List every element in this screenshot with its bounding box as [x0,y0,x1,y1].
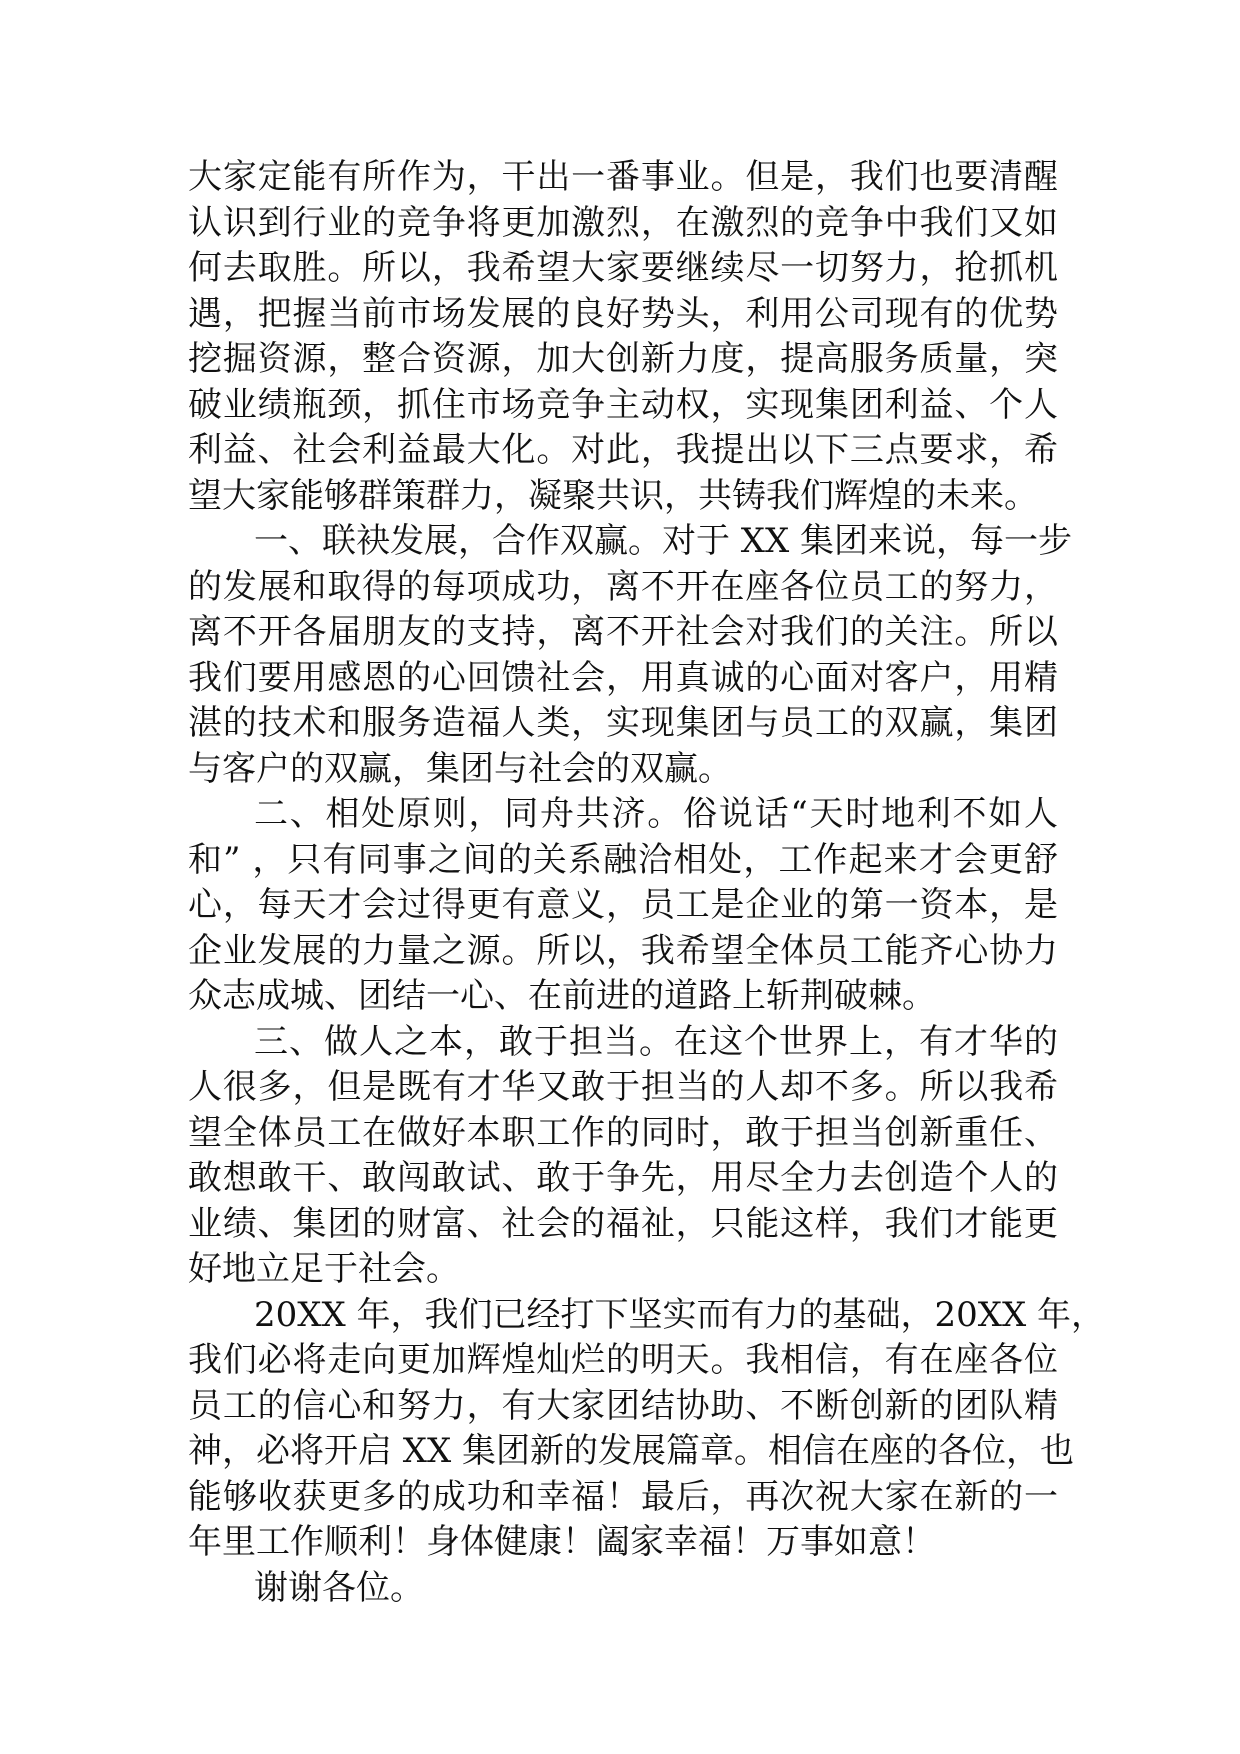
text-line: 认识到行业的竞争将更加激烈，在激烈的竞争中我们又如 [188,202,1058,243]
document-body [188,155,1105,1611]
text-line: 众志成城、团结一心、在前进的道路上斩荆破棘。 [188,976,936,1016]
text-line: 和” ，只有同事之间的关系融洽相处，工作起来才会更舒 [188,839,1058,880]
text-line: 我们要用感恩的心回馈社会，用真诚的心面对客户，用精 [188,657,1058,698]
text-line: 望全体员工在做好本职工作的同时，敢于担当创新重任、 [188,1112,1058,1153]
text-line: 业绩、集团的财富、社会的福祉，只能这样，我们才能更 [188,1203,1058,1244]
text-line: 好地立足于社会。 [188,1249,460,1289]
text-line: 神，必将开启 XX 集团新的发展篇章。相信在座的各位，也 [188,1431,1075,1471]
text-line: 企业发展的力量之源。所以，我希望全体员工能齐心协力 [188,930,1058,971]
text-line: 三、做人之本，敢于担当。在这个世界上，有才华的 [254,1021,1058,1062]
text-line: 年里工作顺利！身体健康！阖家幸福！万事如意！ [188,1522,936,1562]
text-line: 破业绩瓶颈，抓住市场竞争主动权，实现集团利益、个人 [188,384,1058,425]
text-line: 敢想敢干、敢闯敢试、敢于争先，用尽全力去创造个人的 [188,1158,1058,1198]
text-line: 遇，把握当前市场发展的良好势头，利用公司现有的优势 [188,293,1058,334]
text-line: 能够收获更多的成功和幸福！最后，再次祝大家在新的一 [188,1476,1058,1517]
text-line: 离不开各届朋友的支持，离不开社会对我们的关注。所以 [188,612,1058,652]
text-line: 与客户的双赢，集团与社会的双赢。 [188,748,732,789]
text-line: 的发展和取得的每项成功，离不开在座各位员工的努力， [188,566,1058,607]
text-line: 挖掘资源，整合资源，加大创新力度，提高服务质量，突 [188,339,1058,379]
text-line: 望大家能够群策群力，凝聚共识，共铸我们辉煌的未来。 [188,475,1038,516]
text-line: 一、联袂发展，合作双赢。对于 XX 集团来说，每一步 [254,521,1073,561]
text-line: 20XX 年，我们已经打下坚实而有力的基础，20XX 年， [254,1294,1105,1335]
text-line: 谢谢各位。 [254,1567,424,1608]
text-line: 湛的技术和服务造福人类，实现集团与员工的双赢，集团 [188,703,1058,743]
text-line: 人很多，但是既有才华又敢于担当的人却不多。所以我希 [188,1067,1058,1107]
text-line: 利益、社会利益最大化。对此，我提出以下三点要求，希 [188,430,1058,470]
text-line: 二、相处原则，同舟共济。俗说话“天时地利不如人 [254,794,1058,834]
text-line: 大家定能有所作为，干出一番事业。但是，我们也要清醒 [188,157,1058,197]
text-line: 何去取胜。所以，我希望大家要继续尽一切努力，抢抓机 [188,248,1058,288]
text-line: 我们必将走向更加辉煌灿烂的明天。我相信，有在座各位 [188,1340,1058,1380]
text-line: 员工的信心和努力，有大家团结协助、不断创新的团队精 [188,1385,1058,1426]
text-line: 心，每天才会过得更有意义，员工是企业的第一资本，是 [188,885,1058,925]
